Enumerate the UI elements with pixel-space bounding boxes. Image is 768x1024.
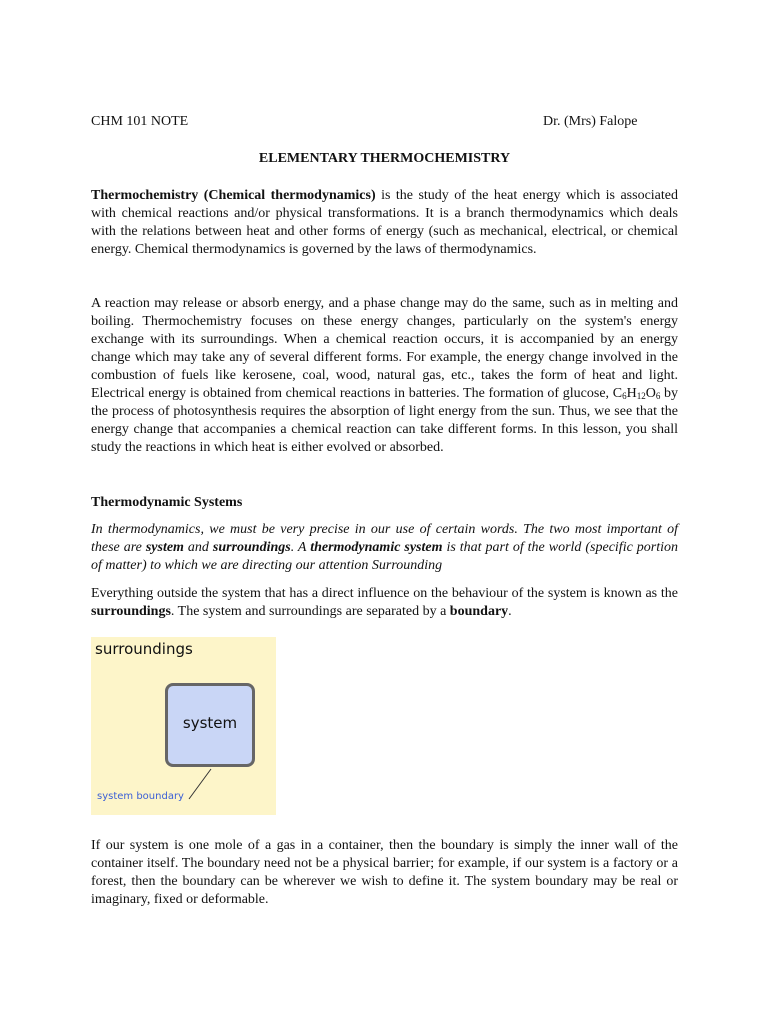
term-thermodynamic-system: thermodynamic system bbox=[310, 540, 443, 555]
term-system: system bbox=[145, 540, 184, 555]
definition-text-a: In thermodynamics, we must be very precise in our use of certain words. The two most important of these are bbox=[91, 522, 678, 555]
surroundings-text-a: Everything outside the system that has a direct influence on the behaviour of the system is known as the bbox=[91, 586, 678, 601]
surroundings-text-b: . The system and surroundings are separated by a bbox=[170, 604, 450, 619]
glucose-sub-c: 6 bbox=[622, 391, 627, 401]
diagram-surroundings-label: surroundings bbox=[95, 640, 193, 658]
boundary-paragraph: If our system is one mole of a gas in a container, then the boundary is simply the inner wall of the container itself. The boundary need not be a physical barrier; for example, if our system is a factory or a forest, then the boundary can be wherever we wish to define it. The system boundary may be real or imaginary, fixed or deformable. bbox=[91, 838, 678, 907]
course-code: CHM 101 NOTE bbox=[91, 114, 189, 129]
glucose-sub-h: 12 bbox=[636, 391, 646, 401]
diagram-boundary-label: system boundary bbox=[97, 791, 184, 802]
glucose-o: O bbox=[645, 386, 656, 401]
definition-text-b: . A bbox=[290, 540, 311, 555]
diagram-system-label: system bbox=[182, 714, 238, 732]
energy-text-b: by the process of photosynthesis requires the absorption of light energy from the sun. Thus, we see that the energy change that accompanies a chemical reaction can take different forms. In this lesson, you shall study the reactions in which heat is either evolved or absorbed. bbox=[91, 386, 679, 455]
definition-paragraph bbox=[91, 521, 678, 575]
intro-text: is the study of the heat energy which is associated with chemical reactions and/or physical transformations. It is a branch thermodynamics which deals with the relations between heat and other forms of energy (such as mechanical, electrical, or chemical energy. Chemical thermodynamics is governed by the laws of thermodynamics. bbox=[91, 188, 678, 257]
systems-heading: Thermodynamic Systems bbox=[91, 495, 243, 510]
author-name: Dr. (Mrs) Falope bbox=[543, 114, 638, 129]
term-surroundings-2: surroundings bbox=[91, 604, 171, 619]
surroundings-text-c: . bbox=[508, 604, 512, 619]
term-boundary: boundary bbox=[449, 604, 509, 619]
energy-text-a: A reaction may release or absorb energy, and a phase change may do the same, such as in melting and boiling. Thermochemistry focuses on these energy changes, particularly on the system's energy exchange with its surroundings. When a chemical reaction occurs, it is accompanied by an energy change which may take any of several different forms. For example, the energy change involved in the combustion of fuels like kerosene, coal, wood, natural gas, etc., takes the form of heat and light. Electrical energy is obtained from chemical reactions in batteries. The formation of glucose, C bbox=[91, 296, 678, 401]
document-title: ELEMENTARY THERMOCHEMISTRY bbox=[258, 151, 511, 166]
definition-text-c: is that part of the world (specific portion of matter) to which we are directing our attention Surrounding bbox=[91, 540, 678, 573]
surroundings-paragraph bbox=[91, 585, 678, 621]
glucose-h: H bbox=[626, 386, 637, 401]
term-surroundings: surroundings bbox=[212, 540, 291, 555]
energy-paragraph bbox=[91, 295, 678, 457]
system-box bbox=[165, 683, 255, 767]
definition-and: and bbox=[183, 540, 213, 555]
system-diagram bbox=[91, 637, 276, 815]
term-thermochemistry: Thermochemistry (Chemical thermodynamics) bbox=[91, 188, 376, 203]
glucose-sub-o: 6 bbox=[655, 391, 661, 401]
intro-paragraph bbox=[91, 187, 678, 259]
